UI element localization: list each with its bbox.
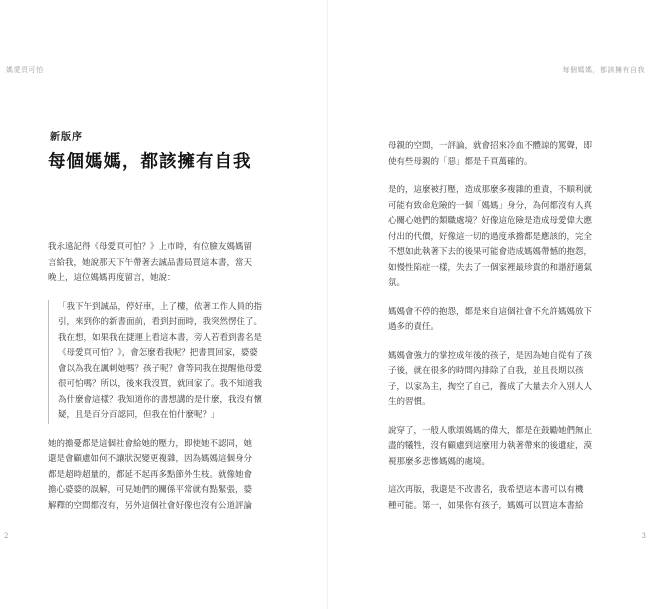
text-line: 種可能。第一，如果你有孩子，媽媽可以買這本書給 bbox=[388, 500, 584, 511]
paragraph bbox=[388, 483, 616, 514]
paragraph bbox=[48, 240, 276, 287]
text-line: 可能有致命危險的一個「媽媽」身分，為何都沒有人真 bbox=[388, 200, 593, 211]
text-line: 引，來到你的新書面前，看到封面時，我突然愣住了。 bbox=[58, 317, 263, 327]
text-line: 都是超時超量的，都延不起再多點節外生枝。就像她會 bbox=[48, 469, 253, 480]
text-line: 盡的犧牲，沒有顧慮到這麼用力執著帶來的後遺症，漠 bbox=[388, 441, 593, 451]
text-line: 氛。 bbox=[388, 278, 406, 288]
text-line: 「我下午到誠品，停好車，上了樓，依著工作人員的指 bbox=[58, 301, 263, 312]
text-line: 子後，就在很多的時間內排除了自我，並且長期以孩 bbox=[388, 366, 584, 376]
text-line: 解釋的空間都沒有，另外這個社會好像也沒有公道評論 bbox=[48, 500, 253, 511]
section-label: 新版序 bbox=[50, 132, 83, 143]
text-line: 言給我，她說那天下午帶著去誠品書局買這本書，當天 bbox=[48, 257, 253, 268]
text-line: 說穿了，一般人歌頌媽媽的偉大，都是在鼓勵她們無止 bbox=[388, 425, 593, 436]
text-line: 是的，這麼被打壓，造成那麼多複雜的重責，不順利就 bbox=[388, 185, 593, 195]
text-line: 我永遠記得《母愛頁可怕？》上市時，有位臉友媽媽留 bbox=[48, 242, 253, 252]
paragraph bbox=[388, 349, 616, 411]
text-line: 過多的責任。 bbox=[388, 322, 440, 332]
text-line: 晚上，這位媽媽再度留言，她說： bbox=[48, 273, 176, 283]
text-line: 媽媽會不停的抱怨，都是來自這個社會不允許媽媽放下 bbox=[388, 306, 593, 317]
text-line: 如慢性陷症一樣，失去了一個家裡最珍貴的和諧舒適氣 bbox=[388, 262, 593, 273]
text-line: 她的擔憂都是這個社會給她的壓力，即使她不認同，她 bbox=[48, 438, 253, 449]
right-body-text bbox=[388, 139, 616, 527]
right-page bbox=[328, 0, 655, 609]
paragraph bbox=[388, 305, 616, 336]
text-line: 這次再版，我還是不改書名，我希望這本書可以有機 bbox=[388, 485, 584, 495]
text-line: 母親的空間，一評論，就會招來冷血不體諒的罵聲，即 bbox=[388, 141, 593, 151]
page-number-right: 3 bbox=[641, 532, 646, 540]
text-line: 心關心她們的類職處境？好像這危險是造成母愛偉大應 bbox=[388, 216, 593, 226]
chapter-title: 每個媽媽，都該擁有自我 bbox=[48, 152, 252, 172]
text-line: 疑，且是百分百認同，但我在怕什麼呢？」 bbox=[58, 410, 220, 420]
paragraph bbox=[48, 437, 276, 515]
text-line: 使有些母親的「惡」都是千頁萬確的。 bbox=[388, 156, 533, 167]
text-line: 《母愛頁可怕？》，會怎麼看我呢？把書買回家，婆婆 bbox=[58, 348, 258, 358]
text-line: 付出的代價，好像這一切的過度承擔都是應該的，完全 bbox=[388, 231, 593, 242]
running-head-right: 每個媽媽，都該擁有自我 bbox=[562, 66, 645, 74]
text-line: 會以為我在諷刺她嗎？孩子呢？會等同我在提醒他母愛 bbox=[58, 363, 263, 374]
paragraph bbox=[388, 183, 616, 292]
text-line: 媽媽會強力的掌控成年後的孩子，是因為她自從有了孩 bbox=[388, 350, 593, 361]
text-line: 視那麼多悲慘媽媽的處境。 bbox=[388, 456, 491, 467]
left-body-text bbox=[48, 240, 276, 527]
running-head-left: 媽愛頁可怕 bbox=[6, 66, 44, 74]
text-line: 不想如此執著下去的後果可能會造成媽媽帶憾的抱怨， bbox=[388, 247, 593, 257]
paragraph bbox=[388, 424, 616, 471]
paragraph bbox=[388, 139, 616, 170]
text-line: 生的習慣。 bbox=[388, 397, 431, 407]
text-line: 擔心婆婆的誤解，可見她們的關係平常就有點緊張，婆 bbox=[48, 485, 253, 495]
quote-block bbox=[48, 300, 276, 424]
text-line: 為什麼會這樣？我知道你的書想講的是什麼，我沒有懷 bbox=[58, 394, 263, 405]
text-line: 還是會顧慮如何不讓狀況變更複雜，因為媽媽這個身分 bbox=[48, 454, 253, 464]
left-page bbox=[0, 0, 327, 609]
text-line: 很可怕嗎？所以，後來我沒買，就回家了。我不知道我 bbox=[58, 379, 263, 389]
text-line: 我在想，如果我在捷運上看這本書，旁人若看到書名是 bbox=[58, 332, 263, 343]
text-line: 子，以家為主，掏空了自己，養成了大量去介入別人人 bbox=[388, 381, 593, 392]
page-number-left: 2 bbox=[4, 532, 9, 540]
